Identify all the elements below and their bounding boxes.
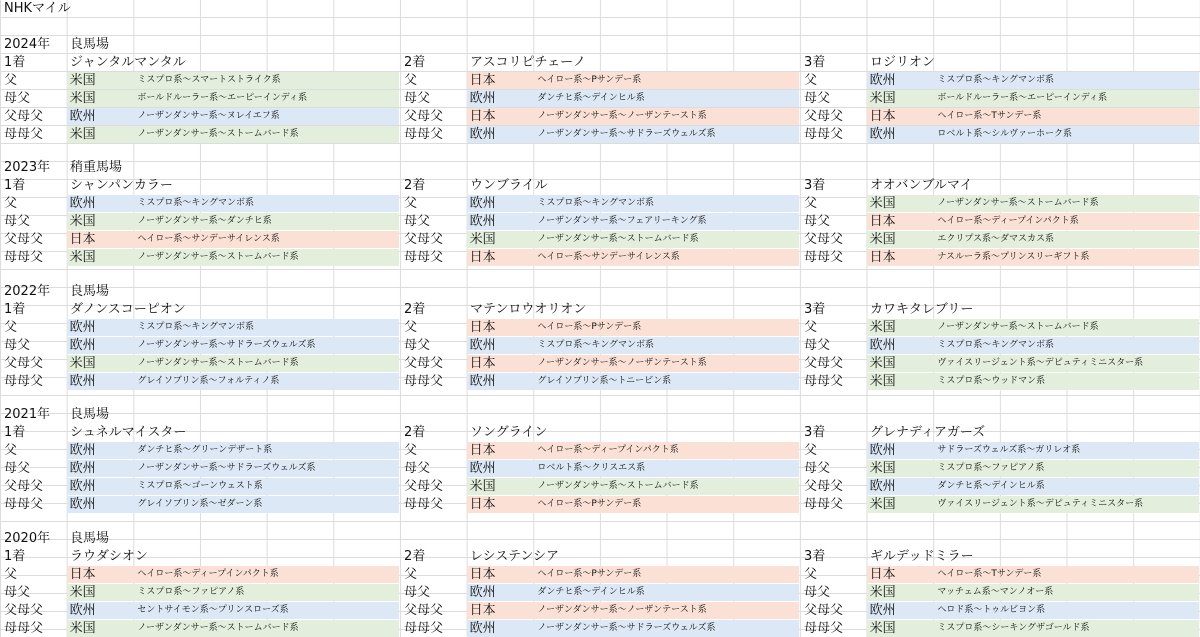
relation-label[interactable]: 父	[804, 320, 818, 335]
relation-label[interactable]: 母母父	[804, 497, 844, 512]
relation-label[interactable]: 父母父	[804, 356, 844, 371]
sire-line-cell[interactable]: ロベルト系〜シルヴァーホーク系	[933, 126, 1199, 143]
relation-label[interactable]: 父母父	[4, 356, 44, 371]
region-cell[interactable]: 欧州	[67, 337, 133, 354]
finish-place[interactable]: 3着	[804, 549, 826, 564]
relation-label[interactable]: 母母父	[4, 621, 44, 636]
relation-label[interactable]: 母父	[404, 585, 431, 600]
horse-name[interactable]: シュネルマイスター	[70, 425, 187, 440]
relation-label[interactable]: 母父	[4, 585, 31, 600]
relation-label[interactable]: 母母父	[404, 374, 444, 389]
sire-line-cell[interactable]: ヴァイスリージェント系〜デピュティミニスター系	[933, 355, 1199, 372]
region-cell[interactable]: 米国	[867, 373, 933, 390]
region-cell[interactable]: 米国	[67, 213, 133, 230]
sire-line-cell[interactable]: ノーザンダンサー系〜ストームバード系	[133, 620, 399, 637]
region-cell[interactable]: 欧州	[467, 337, 533, 354]
region-cell[interactable]: 米国	[467, 478, 533, 495]
region-cell[interactable]: 欧州	[67, 460, 133, 477]
year-label[interactable]: 2023年	[4, 160, 51, 175]
relation-label[interactable]: 母母父	[4, 127, 44, 142]
sire-line-cell[interactable]: ノーザンダンサー系〜ヌレイエフ系	[133, 108, 399, 125]
region-cell[interactable]: 日本	[467, 72, 533, 89]
region-cell[interactable]: 日本	[867, 249, 933, 266]
sire-line-cell[interactable]: ヘイロー系〜サンデーサイレンス系	[533, 249, 799, 266]
relation-label[interactable]: 母父	[404, 91, 431, 106]
sire-line-cell[interactable]: ヘイロー系〜ディープインパクト系	[933, 213, 1199, 230]
region-cell[interactable]: 米国	[867, 620, 933, 637]
sire-line-cell[interactable]: ノーザンダンサー系〜ノーザンテースト系	[533, 108, 799, 125]
relation-label[interactable]: 父	[804, 73, 818, 88]
sire-line-cell[interactable]: ダンチヒ系〜デインヒル系	[533, 90, 799, 107]
sire-line-cell[interactable]: ナスルーラ系〜プリンスリーギフト系	[933, 249, 1199, 266]
finish-place[interactable]: 3着	[804, 55, 826, 70]
track-condition[interactable]: 良馬場	[70, 37, 110, 52]
region-cell[interactable]: 米国	[867, 496, 933, 513]
relation-label[interactable]: 母母父	[404, 127, 444, 142]
region-cell[interactable]: 欧州	[467, 126, 533, 143]
track-condition[interactable]: 良馬場	[70, 407, 110, 422]
horse-name[interactable]: カワキタレブリー	[870, 302, 974, 317]
region-cell[interactable]: 日本	[467, 355, 533, 372]
track-condition[interactable]: 良馬場	[70, 284, 110, 299]
sire-line-cell[interactable]: ミスプロ系〜キングマンボ系	[933, 337, 1199, 354]
region-cell[interactable]: 日本	[67, 231, 133, 248]
relation-label[interactable]: 父	[404, 320, 418, 335]
relation-label[interactable]: 母母父	[4, 374, 44, 389]
region-cell[interactable]: 日本	[467, 602, 533, 619]
finish-place[interactable]: 2着	[404, 549, 426, 564]
region-cell[interactable]: 欧州	[67, 602, 133, 619]
relation-label[interactable]: 父母父	[804, 479, 844, 494]
sire-line-cell[interactable]: ノーザンダンサー系〜サドラーズウェルズ系	[133, 460, 399, 477]
relation-label[interactable]: 父	[4, 567, 18, 582]
sire-line-cell[interactable]: ヘイロー系〜Tサンデー系	[933, 108, 1199, 125]
sire-line-cell[interactable]: ミスプロ系〜シーキングザゴールド系	[933, 620, 1199, 637]
sire-line-cell[interactable]: ヘイロー系〜Pサンデー系	[533, 566, 799, 583]
sire-line-cell[interactable]: ノーザンダンサー系〜ストームバード系	[133, 355, 399, 372]
relation-label[interactable]: 母父	[404, 338, 431, 353]
sire-line-cell[interactable]: ヘイロー系〜Pサンデー系	[533, 72, 799, 89]
region-cell[interactable]: 欧州	[67, 319, 133, 336]
finish-place[interactable]: 1着	[4, 425, 26, 440]
relation-label[interactable]: 母母父	[4, 250, 44, 265]
relation-label[interactable]: 母父	[804, 461, 831, 476]
region-cell[interactable]: 米国	[67, 620, 133, 637]
sire-line-cell[interactable]: ミスプロ系〜キングマンボ系	[133, 195, 399, 212]
relation-label[interactable]: 父母父	[804, 232, 844, 247]
horse-name[interactable]: ソングライン	[470, 425, 548, 440]
sire-line-cell[interactable]: ミスプロ系〜キングマンボ系	[533, 195, 799, 212]
year-label[interactable]: 2022年	[4, 284, 51, 299]
region-cell[interactable]: 欧州	[467, 213, 533, 230]
sire-line-cell[interactable]: マッチェム系〜マンノオー系	[933, 584, 1199, 601]
region-cell[interactable]: 欧州	[67, 108, 133, 125]
finish-place[interactable]: 2着	[404, 178, 426, 193]
sire-line-cell[interactable]: グレイソブリン系〜フォルティノ系	[133, 373, 399, 390]
horse-name[interactable]: ジャンタルマンタル	[70, 55, 186, 70]
sire-line-cell[interactable]: ヘイロー系〜Pサンデー系	[533, 319, 799, 336]
year-label[interactable]: 2021年	[4, 407, 51, 422]
sire-line-cell[interactable]: ロベルト系〜クリスエス系	[533, 460, 799, 477]
region-cell[interactable]: 日本	[467, 319, 533, 336]
sire-line-cell[interactable]: ミスプロ系〜キングマンボ系	[533, 337, 799, 354]
finish-place[interactable]: 2着	[404, 55, 426, 70]
relation-label[interactable]: 母父	[804, 214, 831, 229]
sire-line-cell[interactable]: グレイソブリン系〜ゼダーン系	[133, 496, 399, 513]
region-cell[interactable]: 欧州	[867, 602, 933, 619]
sire-line-cell[interactable]: グレイソブリン系〜トニービン系	[533, 373, 799, 390]
horse-name[interactable]: ダノンスコーピオン	[70, 302, 186, 317]
finish-place[interactable]: 3着	[804, 178, 826, 193]
region-cell[interactable]: 米国	[867, 90, 933, 107]
relation-label[interactable]: 父	[804, 443, 818, 458]
relation-label[interactable]: 父	[4, 320, 18, 335]
relation-label[interactable]: 父母父	[4, 109, 44, 124]
relation-label[interactable]: 母母父	[804, 621, 844, 636]
relation-label[interactable]: 母父	[4, 214, 31, 229]
relation-label[interactable]: 父母父	[4, 603, 44, 618]
relation-label[interactable]: 父	[404, 443, 418, 458]
horse-name[interactable]: ギルデッドミラー	[870, 549, 974, 564]
region-cell[interactable]: 欧州	[467, 195, 533, 212]
relation-label[interactable]: 母父	[4, 461, 31, 476]
sire-line-cell[interactable]: ミスプロ系〜ゴーンウェスト系	[133, 478, 399, 495]
region-cell[interactable]: 欧州	[467, 90, 533, 107]
sire-line-cell[interactable]: ノーザンダンサー系〜サドラーズウェルズ系	[133, 337, 399, 354]
region-cell[interactable]: 欧州	[467, 584, 533, 601]
region-cell[interactable]: 日本	[67, 566, 133, 583]
relation-label[interactable]: 父母父	[804, 603, 844, 618]
region-cell[interactable]: 米国	[867, 460, 933, 477]
finish-place[interactable]: 1着	[4, 549, 26, 564]
region-cell[interactable]: 欧州	[67, 478, 133, 495]
finish-place[interactable]: 1着	[4, 55, 26, 70]
relation-label[interactable]: 父母父	[404, 232, 444, 247]
sire-line-cell[interactable]: エクリプス系〜ダマスカス系	[933, 231, 1199, 248]
sire-line-cell[interactable]: ヘロド系〜トゥルビヨン系	[933, 602, 1199, 619]
region-cell[interactable]: 日本	[467, 496, 533, 513]
relation-label[interactable]: 父母父	[804, 109, 844, 124]
relation-label[interactable]: 母父	[4, 338, 31, 353]
region-cell[interactable]: 米国	[867, 355, 933, 372]
region-cell[interactable]: 米国	[67, 72, 133, 89]
relation-label[interactable]: 父	[4, 196, 18, 211]
relation-label[interactable]: 母父	[804, 338, 831, 353]
sire-line-cell[interactable]: ダンチヒ系〜デインヒル系	[933, 478, 1199, 495]
horse-name[interactable]: マテンロウオリオン	[470, 302, 587, 317]
sire-line-cell[interactable]: ボールドルーラー系〜エーピーインディ系	[933, 90, 1199, 107]
region-cell[interactable]: 欧州	[867, 126, 933, 143]
sire-line-cell[interactable]: ノーザンダンサー系〜ノーザンテースト系	[533, 602, 799, 619]
finish-place[interactable]: 1着	[4, 302, 26, 317]
track-condition[interactable]: 稍重馬場	[70, 160, 123, 175]
region-cell[interactable]: 欧州	[467, 373, 533, 390]
region-cell[interactable]: 日本	[467, 566, 533, 583]
region-cell[interactable]: 米国	[467, 231, 533, 248]
sire-line-cell[interactable]: ノーザンダンサー系〜サドラーズウェルズ系	[533, 620, 799, 637]
sire-line-cell[interactable]: ミスプロ系〜ファピアノ系	[933, 460, 1199, 477]
horse-name[interactable]: アスコリピチェーノ	[470, 55, 586, 70]
sire-line-cell[interactable]: ダンチヒ系〜デインヒル系	[533, 584, 799, 601]
relation-label[interactable]: 母父	[404, 214, 431, 229]
region-cell[interactable]: 欧州	[467, 620, 533, 637]
region-cell[interactable]: 日本	[467, 442, 533, 459]
sire-line-cell[interactable]: ノーザンダンサー系〜ストームバード系	[533, 231, 799, 248]
year-label[interactable]: 2020年	[4, 531, 51, 546]
region-cell[interactable]: 米国	[67, 126, 133, 143]
region-cell[interactable]: 欧州	[67, 195, 133, 212]
finish-place[interactable]: 2着	[404, 302, 426, 317]
sire-line-cell[interactable]: ノーザンダンサー系〜ダンチヒ系	[133, 213, 399, 230]
relation-label[interactable]: 父	[404, 196, 418, 211]
sire-line-cell[interactable]: ヘイロー系〜ディープインパクト系	[533, 442, 799, 459]
sire-line-cell[interactable]: ノーザンダンサー系〜ストームバード系	[933, 319, 1199, 336]
relation-label[interactable]: 母母父	[404, 621, 444, 636]
horse-name[interactable]: レシステンシア	[470, 549, 560, 564]
relation-label[interactable]: 母母父	[4, 497, 44, 512]
relation-label[interactable]: 父母父	[4, 479, 44, 494]
relation-label[interactable]: 父	[4, 443, 18, 458]
relation-label[interactable]: 母母父	[404, 497, 444, 512]
sire-line-cell[interactable]: ノーザンダンサー系〜ノーザンテースト系	[533, 355, 799, 372]
region-cell[interactable]: 欧州	[467, 460, 533, 477]
region-cell[interactable]: 米国	[67, 90, 133, 107]
relation-label[interactable]: 母母父	[804, 250, 844, 265]
region-cell[interactable]: 欧州	[867, 478, 933, 495]
sire-line-cell[interactable]: ノーザンダンサー系〜ストームバード系	[133, 249, 399, 266]
relation-label[interactable]: 母母父	[804, 127, 844, 142]
relation-label[interactable]: 父	[404, 73, 418, 88]
finish-place[interactable]: 3着	[804, 425, 826, 440]
region-cell[interactable]: 日本	[867, 108, 933, 125]
sire-line-cell[interactable]: ミスプロ系〜キングマンボ系	[133, 319, 399, 336]
region-cell[interactable]: 米国	[867, 584, 933, 601]
horse-name[interactable]: ラウダシオン	[70, 549, 148, 564]
relation-label[interactable]: 父母父	[4, 232, 44, 247]
sire-line-cell[interactable]: ノーザンダンサー系〜サドラーズウェルズ系	[533, 126, 799, 143]
sire-line-cell[interactable]: サドラーズウェルズ系〜ガリレオ系	[933, 442, 1199, 459]
sheet-title[interactable]: NHKマイル	[4, 1, 71, 16]
relation-label[interactable]: 母父	[804, 585, 831, 600]
finish-place[interactable]: 2着	[404, 425, 426, 440]
horse-name[interactable]: シャンパンカラー	[70, 178, 173, 193]
track-condition[interactable]: 良馬場	[70, 531, 110, 546]
relation-label[interactable]: 母母父	[804, 374, 844, 389]
region-cell[interactable]: 米国	[867, 231, 933, 248]
horse-name[interactable]: グレナディアガーズ	[870, 425, 986, 440]
relation-label[interactable]: 母父	[804, 91, 831, 106]
region-cell[interactable]: 米国	[67, 584, 133, 601]
sire-line-cell[interactable]: セントサイモン系〜プリンスローズ系	[133, 602, 399, 619]
sire-line-cell[interactable]: ヘイロー系〜Tサンデー系	[933, 566, 1199, 583]
sire-line-cell[interactable]: ヘイロー系〜Pサンデー系	[533, 496, 799, 513]
finish-place[interactable]: 3着	[804, 302, 826, 317]
region-cell[interactable]: 日本	[867, 566, 933, 583]
relation-label[interactable]: 父	[4, 73, 18, 88]
relation-label[interactable]: 母父	[4, 91, 31, 106]
region-cell[interactable]: 米国	[867, 195, 933, 212]
region-cell[interactable]: 日本	[467, 249, 533, 266]
sire-line-cell[interactable]: ノーザンダンサー系〜フェアリーキング系	[533, 213, 799, 230]
sire-line-cell[interactable]: ミスプロ系〜スマートストライク系	[133, 72, 399, 89]
relation-label[interactable]: 父	[804, 567, 818, 582]
sire-line-cell[interactable]: ヘイロー系〜サンデーサイレンス系	[133, 231, 399, 248]
relation-label[interactable]: 父	[804, 196, 818, 211]
horse-name[interactable]: オオバンブルマイ	[870, 178, 973, 193]
finish-place[interactable]: 1着	[4, 178, 26, 193]
region-cell[interactable]: 欧州	[867, 337, 933, 354]
sire-line-cell[interactable]: ボールドルーラー系〜エーピーインディ系	[133, 90, 399, 107]
year-label[interactable]: 2024年	[4, 37, 51, 52]
relation-label[interactable]: 母母父	[404, 250, 444, 265]
region-cell[interactable]: 欧州	[67, 373, 133, 390]
sire-line-cell[interactable]: ミスプロ系〜ウッドマン系	[933, 373, 1199, 390]
region-cell[interactable]: 米国	[867, 319, 933, 336]
relation-label[interactable]: 父	[404, 567, 418, 582]
sire-line-cell[interactable]: ミスプロ系〜ファピアノ系	[133, 584, 399, 601]
sire-line-cell[interactable]: ミスプロ系〜キングマンボ系	[933, 72, 1199, 89]
sire-line-cell[interactable]: ノーザンダンサー系〜ストームバード系	[933, 195, 1199, 212]
relation-label[interactable]: 母父	[404, 461, 431, 476]
horse-name[interactable]: ウンブライル	[470, 178, 548, 193]
region-cell[interactable]: 欧州	[867, 442, 933, 459]
sire-line-cell[interactable]: ノーザンダンサー系〜ストームバード系	[133, 126, 399, 143]
region-cell[interactable]: 欧州	[867, 72, 933, 89]
relation-label[interactable]: 父母父	[404, 479, 444, 494]
region-cell[interactable]: 米国	[67, 355, 133, 372]
horse-name[interactable]: ロジリオン	[870, 55, 935, 70]
region-cell[interactable]: 欧州	[67, 496, 133, 513]
region-cell[interactable]: 日本	[867, 213, 933, 230]
sire-line-cell[interactable]: ヘイロー系〜ディープインパクト系	[133, 566, 399, 583]
sire-line-cell[interactable]: ノーザンダンサー系〜ストームバード系	[533, 478, 799, 495]
region-cell[interactable]: 米国	[67, 249, 133, 266]
relation-label[interactable]: 父母父	[404, 109, 444, 124]
relation-label[interactable]: 父母父	[404, 603, 444, 618]
relation-label[interactable]: 父母父	[404, 356, 444, 371]
region-cell[interactable]: 日本	[467, 108, 533, 125]
sire-line-cell[interactable]: ヴァイスリージェント系〜デピュティミニスター系	[933, 496, 1199, 513]
sire-line-cell[interactable]: ダンチヒ系〜グリーンデザート系	[133, 442, 399, 459]
region-cell[interactable]: 欧州	[67, 442, 133, 459]
